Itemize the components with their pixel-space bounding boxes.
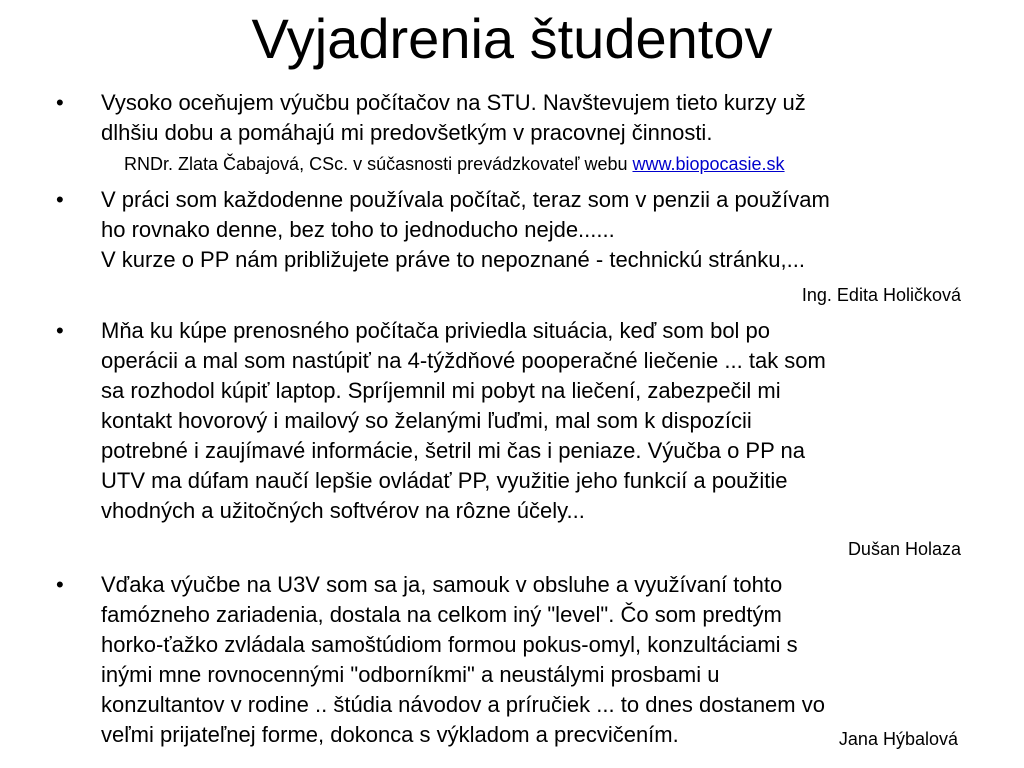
testimonial-text <box>101 185 981 275</box>
text-line: kontakt hovorový i mailový so želanými ľuďmi, mal som k dispozícii <box>101 408 752 433</box>
text-line: konzultantov v rodine .. štúdia návodov a príručiek ... to dnes dostanem vo <box>101 692 825 717</box>
testimonial-attribution: Jana Hýbalová <box>838 729 958 749</box>
text-line: ho rovnako denne, bez toho to jednoducho nejde...... <box>101 217 615 242</box>
text-line: sa rozhodol kúpiť laptop. Spríjemnil mi pobyt na liečení, zabezpečil mi <box>101 378 781 403</box>
bullet-marker: • <box>56 318 64 343</box>
text-line: veľmi prijateľnej forme, dokonca s výkladom a precvičením. <box>101 722 679 747</box>
text-line: Mňa ku kúpe prenosného počítača priviedla situácia, keď som bol po <box>101 318 771 343</box>
bullet-marker: • <box>56 572 64 597</box>
bullet-marker: • <box>56 90 64 115</box>
attribution-text: RNDr. Zlata Čabajová, CSc. v súčasnosti prevádzkovateľ webu <box>124 154 633 174</box>
text-line: inými mne rovnocennými "odborníkmi" a neustálymi prosbami u <box>101 662 720 687</box>
testimonial-text <box>101 570 981 750</box>
testimonial-attribution <box>124 151 785 177</box>
text-line: dlhšiu dobu a pomáhajú mi predovšetkým v pracovnej činnosti. <box>101 120 713 145</box>
text-line: famózneho zariadenia, dostala na celkom iný "level". Čo som predtým <box>101 602 782 627</box>
text-line: UTV ma dúfam naučí lepšie ovládať PP, využitie jeho funkcií a použitie <box>101 468 788 493</box>
testimonial-attribution: Ing. Edita Holičková <box>801 285 961 305</box>
text-line: potrebné i zaujímavé informácie, šetril mi čas i peniaze. Výučba o PP na <box>101 438 805 463</box>
text-line: Vďaka výučbe na U3V som sa ja, samouk v obsluhe a využívaní tohto <box>101 572 783 597</box>
text-line: vhodných a užitočných softvérov na rôzne účely... <box>101 498 585 523</box>
text-line: Vysoko oceňujem výučbu počítačov na STU. Navštevujem tieto kurzy už <box>101 90 806 115</box>
text-line: V práci som každodenne používala počítač, teraz som v penzii a používam <box>101 187 830 212</box>
testimonial-text <box>101 88 981 148</box>
testimonial-text <box>101 316 981 526</box>
text-line: horko-ťažko zvládala samoštúdiom formou pokus-omyl, konzultáciami s <box>101 632 798 657</box>
slide-title: Vyjadrenia študentov <box>251 7 773 70</box>
website-link[interactable]: www.biopocasie.sk <box>632 154 785 174</box>
testimonial-attribution: Dušan Holaza <box>847 539 961 559</box>
text-line: operácii a mal som nastúpiť na 4-týždňové pooperačné liečenie ... tak som <box>101 348 826 373</box>
bullet-marker: • <box>56 187 64 212</box>
text-line: V kurze o PP nám približujete práve to nepoznané - technickú stránku,... <box>101 247 805 272</box>
